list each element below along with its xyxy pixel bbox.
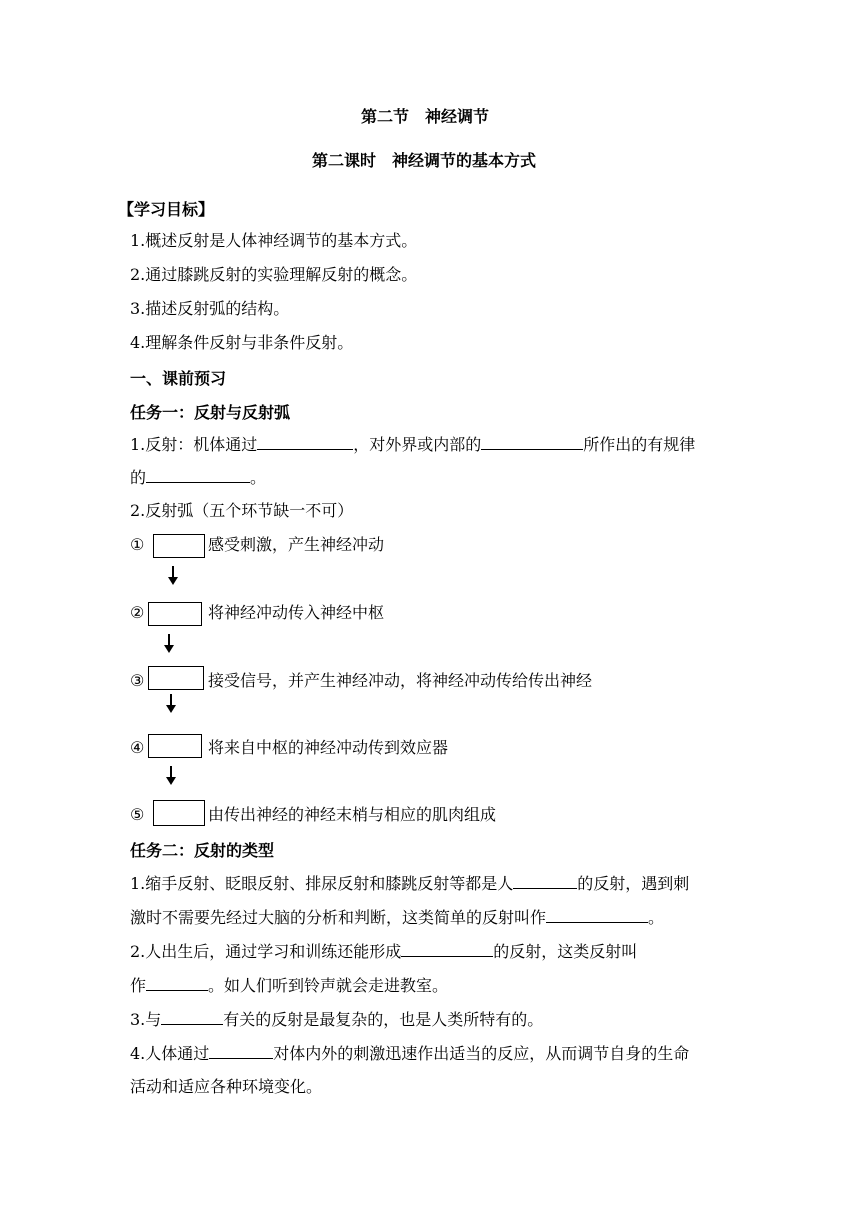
arc-desc-1: 感受刺激，产生神经冲动 [208,535,385,554]
task2-q1-blank-2[interactable] [546,906,648,923]
arrow-down-icon [168,566,178,586]
goal-item-2: 2.通过膝跳反射的实验理解反射的概念。 [130,265,418,284]
task1-q1-text-a: 1.反射：机体通过 [130,435,258,454]
goal-item-3: 3.描述反射弧的结构。 [130,299,290,318]
arc-desc-3: 接受信号，并产生神经冲动，将神经冲动传给传出神经 [208,671,593,690]
task2-heading: 任务二：反射的类型 [130,841,275,860]
arc-box-1[interactable] [153,534,205,558]
task2-q1-blank-1[interactable] [513,872,577,889]
task2-q3-text-a: 3.与 [130,1010,162,1029]
task2-q4-blank[interactable] [209,1042,273,1059]
arrow-down-icon [166,694,176,714]
task2-q1-text-d: 。 [648,908,665,927]
goals-heading: 【学习目标】 [118,200,215,219]
task2-q2-text-a: 2.人出生后，通过学习和训练还能形成 [130,942,402,961]
preview-heading: 一、课前预习 [130,369,227,388]
arc-desc-4: 将来自中枢的神经冲动传到效应器 [208,738,449,757]
arc-box-5[interactable] [153,800,205,826]
arc-desc-5: 由传出神经的神经末梢与相应的肌肉组成 [208,805,497,824]
task1-q1-text-c: 所作出的有规律 [583,435,696,454]
task2-q2-blank-1[interactable] [401,940,493,957]
arc-box-4[interactable] [148,734,202,758]
arc-marker-4: ④ [130,738,145,757]
task1-q2: 2.反射弧（五个环节缺一不可） [130,501,354,520]
task2-q1-text-c: 激时不需要先经过大脑的分析和判断，这类简单的反射叫作 [130,908,547,927]
arc-marker-1: ① [130,535,145,554]
task2-q2-text-d: 。如人们听到铃声就会走进教室。 [208,976,449,995]
task2-q4-line2: 活动和适应各种环境变化。 [130,1077,323,1096]
task1-q1-blank-3[interactable] [146,466,250,483]
section-name: 神经调节 [425,107,490,126]
arc-box-3[interactable] [148,666,204,690]
goal-item-1: 1.概述反射是人体神经调节的基本方式。 [130,231,418,250]
task2-q3-text-b: 有关的反射是最复杂的，也是人类所特有的。 [223,1010,544,1029]
task2-q1-text-a: 1.缩手反射、眨眼反射、排尿反射和膝跳反射等都是人 [130,874,514,893]
task2-q2-text-c: 作 [130,976,147,995]
arc-marker-2: ② [130,603,145,622]
lesson-title [312,148,536,171]
task2-q1-line1 [130,872,689,895]
task1-q1-line2 [130,466,266,489]
task2-q1-line2 [130,906,664,929]
arc-marker-5: ⑤ [130,805,145,824]
task2-q3 [130,1008,543,1031]
section-title [361,104,489,127]
task1-q1-blank-2[interactable] [481,433,583,450]
arrow-down-icon [166,766,176,786]
task2-q2-line1 [130,940,637,963]
arc-marker-3: ③ [130,671,145,690]
task2-q4-text-b: 对体内外的刺激迅速作出适当的反应，从而调节自身的生命 [273,1044,690,1063]
arc-desc-2: 将神经冲动传入神经中枢 [208,603,385,622]
section-number: 第二节 [361,107,410,126]
task1-q1-line1 [130,433,695,456]
task2-q2-text-b: 的反射，这类反射叫 [493,942,638,961]
lesson-number: 第二课时 [312,151,377,170]
task2-q4-line1 [130,1042,689,1065]
task1-q1-blank-1[interactable] [257,433,353,450]
arc-box-2[interactable] [148,602,202,626]
task1-q1-text-e: 。 [250,468,267,487]
goal-item-4: 4.理解条件反射与非条件反射。 [130,333,354,352]
task1-q1-text-d: 的 [130,468,147,487]
task2-q2-blank-2[interactable] [146,974,208,991]
task2-q4-text-a: 4.人体通过 [130,1044,210,1063]
arrow-down-icon [164,634,174,654]
task2-q1-text-b: 的反射，遇到刺 [577,874,690,893]
lesson-name: 神经调节的基本方式 [392,151,537,170]
task1-q1-text-b: ，对外界或内部的 [353,435,482,454]
task2-q3-blank[interactable] [161,1008,223,1025]
task2-q2-line2 [130,974,448,997]
task1-heading: 任务一：反射与反射弧 [130,403,291,422]
